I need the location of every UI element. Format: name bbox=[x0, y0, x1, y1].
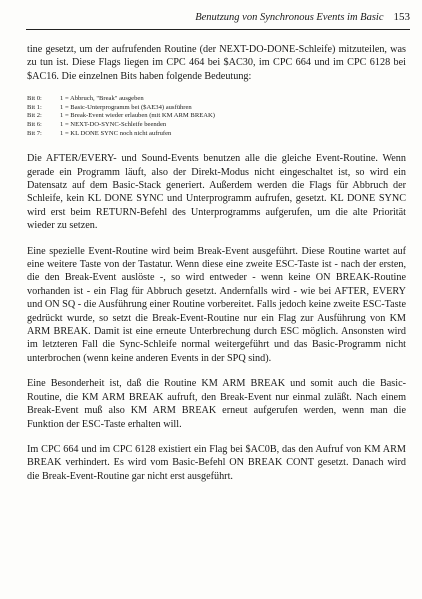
bit-row bbox=[27, 121, 406, 130]
paragraph-4: Eine Besonderheit ist, daß die Routine KM ARM BREAK und somit auch die Basic-Routine, die KM ARM BREAK aufruft, den Break-Event nur einmal zuläßt. Nach einem Break-Event muß also KM ARM BREAK erneut aufgerufen werden, wenn man die Funktion der ESC-Taste erhalten will. bbox=[27, 378, 406, 430]
bit-row bbox=[27, 104, 406, 113]
bit-label: Bit 1: bbox=[27, 103, 42, 111]
paragraph-2: Die AFTER/EVERY- und Sound-Events benutzen alle die gleiche Event-Routine. Wenn gerade ein Programm läuft, also der Direkt-Modus nicht eingeschaltet ist, so wird ein Datensatz auf dem Basic-Stack generiert. Außerdem werden die Flags für Abbruch der Schleife, kein KL DONE SYNC und Unterprogramm aufrufen, gesetzt. KL DONE SYNC wird erst beim RETURN-Befehl des Unterprogramms aufgerufen, um die alte Priorität wieder zu setzen. bbox=[27, 153, 406, 232]
bit-label: Bit 0: bbox=[27, 95, 42, 103]
paragraph-3: Eine spezielle Event-Routine wird beim Break-Event ausgeführt. Diese Routine wartet auf eine weitere Taste von der Tastatur. Wenn diese eine zweite ESC-Taste ist - nach der ersten, die den Break-Event auslöste -, so wird entweder - wenn keine ON BREAK-Routine vorhanden ist - ein Flag für Abbruch gesetzt. Andernfalls wird - wie bei AFTER, EVERY und ON SQ - die Ausführung einer Routine vorbereitet. Falls jedoch keine zweite ESC-Taste gedrückt wurde, so setzt die Break-Event-Routine nur ein Flag zur Ausführung von KM ARM BREAK. Damit ist eine erneute Unterbrechung durch ESC möglich. Ansonsten wird im letzteren Fall die Sync-Schleife normal weitergeführt und das Basic-Programm nicht unterbrochen (wenn keine anderen Events in der SPQ sind). bbox=[27, 245, 406, 364]
bit-label: Bit 2: bbox=[27, 112, 42, 120]
bit-description: 1 = KL DONE SYNC noch nicht aufrufen bbox=[60, 129, 172, 137]
bit-row bbox=[27, 95, 406, 104]
running-header bbox=[26, 11, 410, 30]
header-title: Benutzung von Synchronous Events im Basic bbox=[195, 12, 384, 23]
bit-label: Bit 6: bbox=[27, 121, 42, 128]
bit-description: 1 = Basic-Unterprogramm bei ($AE34) ausführen bbox=[60, 103, 192, 111]
paragraph-5: Im CPC 664 und im CPC 6128 existiert ein Flag bei $AC0B, das den Aufruf von KM ARM BREAK verhindert. Es wird vom Basic-Befehl ON BREAK CONT gesetzt. Danach wird die Break-Event-Routine gar nicht erst ausgeführt. bbox=[27, 443, 406, 482]
body-text bbox=[27, 43, 406, 495]
bit-label: Bit 7: bbox=[27, 129, 42, 137]
bit-description: 1 = Abbruch, "Break" ausgeben bbox=[60, 95, 144, 103]
paragraph-1: tine gesetzt, um der aufrufenden Routine (der NEXT-DO-DONE-Schleife) mitzuteilen, was zu tun ist. Diese Flags liegen im CPC 464 bei $AC30, im CPC 664 und im CPC 6128 bei $AC16. Die einzelnen Bits haben folgende Bedeutung: bbox=[27, 44, 406, 82]
bit-list bbox=[27, 95, 406, 138]
bit-row bbox=[27, 112, 406, 121]
bit-description: 1 = Break-Event wieder erlauben (mit KM ARM BREAK) bbox=[60, 112, 215, 120]
bit-row bbox=[27, 130, 406, 139]
page-number: 153 bbox=[393, 11, 410, 23]
bit-description: 1 = NEXT-DO-SYNC-Schleife beenden bbox=[60, 121, 167, 128]
